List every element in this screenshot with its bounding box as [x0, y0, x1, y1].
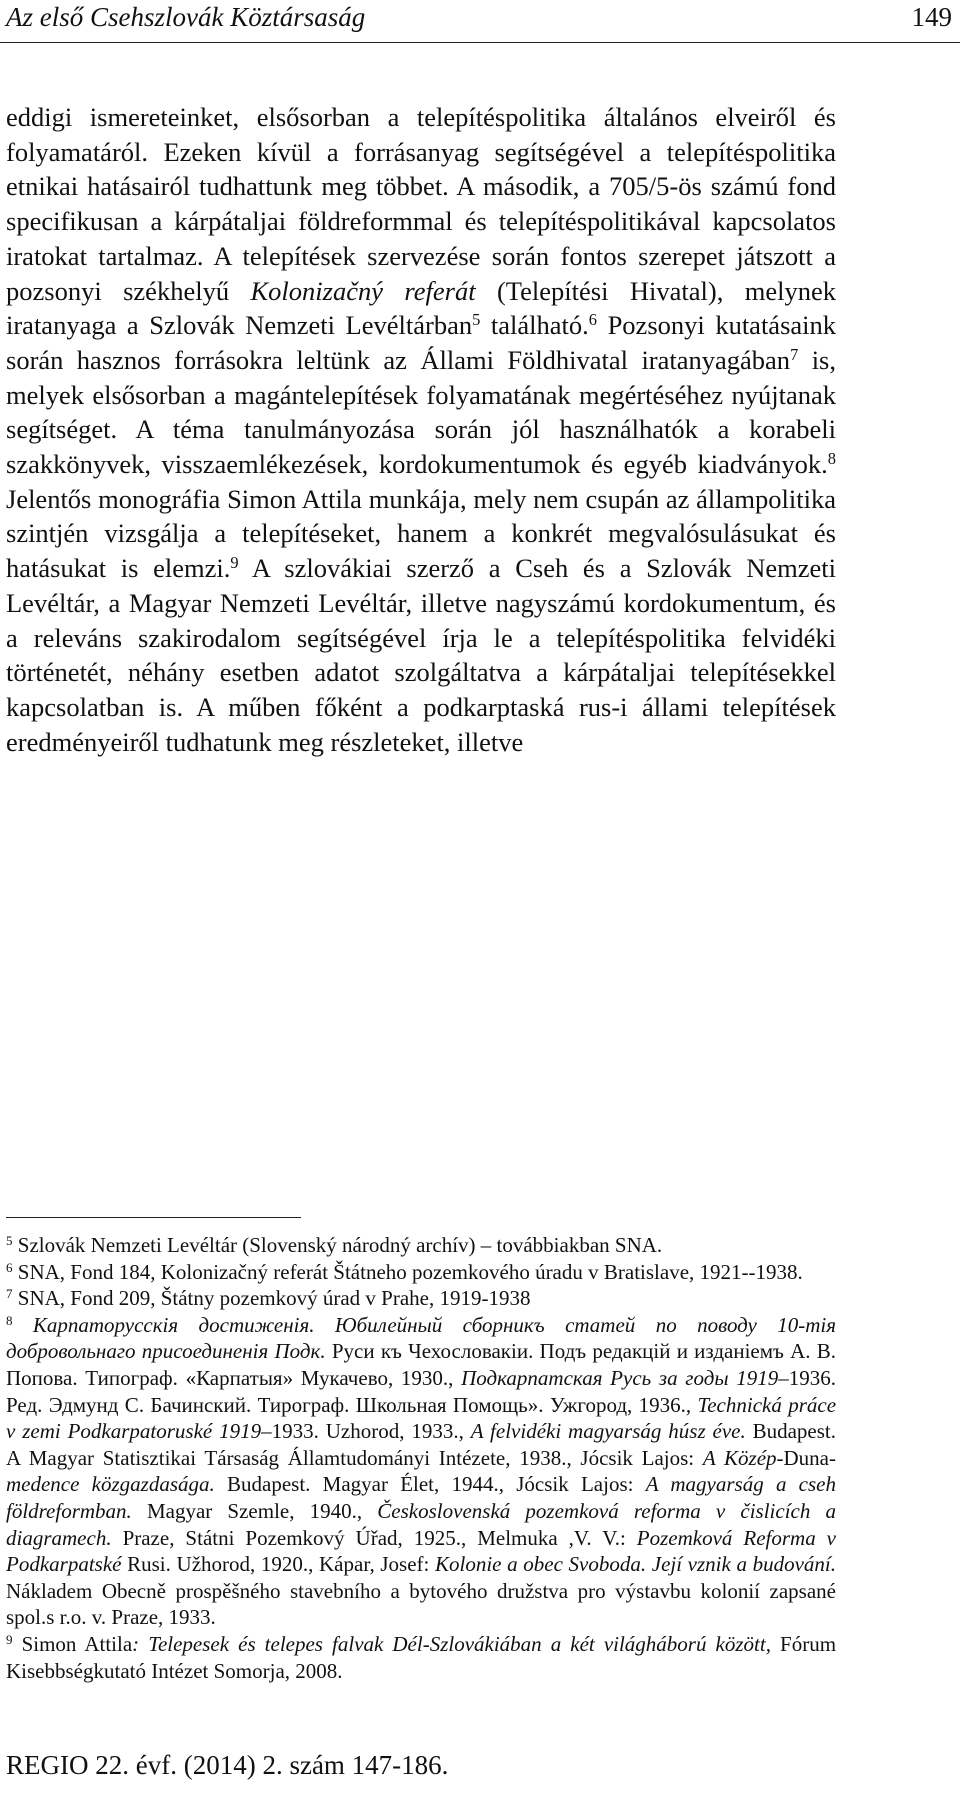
body-paragraph	[6, 100, 836, 759]
footnote-italic-title: medence közgazdasága.	[6, 1472, 215, 1497]
footnotes	[6, 1232, 836, 1684]
footnote-number: 9	[6, 1631, 13, 1647]
body-text-segment: eddigi ismereteinket, elsősorban a telepítéspolitika általános elveiről és folyamatáról. Ezeken kívül a forrásanyag segítségével a telepítéspolitika etnikai hatásairól tudhattunk meg többet. A második, a 705/5-ös számú fond specifikusan a kárpátaljai földreformmal és telepítéspolitikával kapcsolatos iratokat tartalmaz. A telepítések szervezése során fontos szerepet játszott a pozsonyi székhelyű	[6, 102, 836, 306]
footnote-text: Nákladem Obecně prospěšného stavebního a bytového družstva pro výstavbu kolonií zapsané spol.s r.o. v. Praze, 1933.	[6, 1578, 836, 1630]
footnote-italic-title: Карпаторусскія достиженія. Юбилейный сборникъ статей по поводу 10-тія добровольнаго присоединенія Подк.	[6, 1312, 836, 1364]
footnote-9	[6, 1631, 836, 1684]
body-italic-term: Kolonizačný referát	[250, 275, 476, 306]
running-title: Az első Csehszlovák Köztársaság	[6, 2, 366, 32]
footnote-number: 5	[6, 1232, 13, 1248]
footnote-separator	[6, 1217, 301, 1218]
footnote-text: Simon Attila	[21, 1631, 133, 1656]
footnote-text: Praze, Státni Pozemkový Úřad, 1925., Melmuka ,V. V.:	[122, 1525, 626, 1550]
footnote-text: Budapest. A Magyar Statisztikai Társaság Államtudományi Intézete, 1938., Jócsik Lajos:	[6, 1419, 837, 1470]
footnote-text: SNA, Fond 184, Kolonizačný referát Štátneho pozemkového úradu v Bratislave, 1921--1938.	[17, 1259, 803, 1284]
footnote-number: 7	[6, 1286, 13, 1302]
footnote-ref-5[interactable]: 5	[472, 310, 481, 330]
footnote-number: 8	[6, 1312, 13, 1328]
footnote-italic-title: Kolonie a obec Svoboda. Její vznik a budování.	[435, 1552, 837, 1577]
footnote-ref-7[interactable]: 7	[790, 344, 799, 364]
footnote-italic-title: Подкарпатская Русь за годы 1919–	[461, 1365, 789, 1390]
footnote-text: Fórum Kisebbségkutató Intézet Somorja, 2008.	[6, 1631, 837, 1683]
footnote-7	[6, 1285, 836, 1312]
footnote-italic-title: : Telepesek és telepes falvak Dél-Szlovákiában a két világháború között,	[132, 1631, 771, 1656]
footnote-text: Magyar Szemle, 1940.,	[146, 1498, 363, 1523]
footnote-text: SNA, Fond 209, Štátny pozemkový úrad v Prahe, 1919-1938	[17, 1286, 531, 1311]
footnote-italic-title: A felvidéki magyarság húsz éve.	[470, 1419, 746, 1444]
footnote-8	[6, 1312, 836, 1631]
footnote-text: Руси къ Чехословакіи. Подъ редакцій и изданіемъ А. В. Попова. Типограф. «Карпатыя» Мукачево, 1930.,	[6, 1339, 837, 1390]
page-number: 149	[911, 2, 952, 32]
footnote-italic-title: Československá pozemková reforma v čislicích a diagramech.	[6, 1498, 836, 1550]
body-text-segment: A szlovákiai szerző a Cseh és a Szlovák Nemzeti Levéltár, a Magyar Nemzeti Levéltár, illetve nagyszámú kordokumentum, és a releváns szakirodalom segítségével írja le a telepítéspolitika felvidéki történetét, néhány esetben adatot szolgáltatva a kárpátaljai telepítésekkel kapcsolatban is. A műben főként a podkarptaská rus-i állami telepítések eredményeiről tudhatunk meg részleteket, illetve	[6, 553, 836, 757]
page-footer: REGIO 22. évf. (2014) 2. szám 147-186.	[6, 1750, 449, 1780]
footnote-text: Szlovák Nemzeti Levéltár (Slovenský národný archív) – továbbiakban SNA.	[17, 1233, 663, 1257]
footnote-text: 1936. Ред. Эдмунд С. Бачинский. Тирограф. Школьная Помощь». Ужгород, 1936.,	[6, 1365, 837, 1417]
footnote-ref-6[interactable]: 6	[588, 310, 597, 330]
body-text-segment: Pozsonyi kutatásaink során hasznos forrásokra leltünk az Állami Földhivatal iratanyagában	[6, 310, 837, 375]
body-text-segment: is, melyek elsősorban a magántelepítések folyamatának megértéséhez nyújtanak segítséget. A téma tanulmányozása során jól használhatók a korabeli szakkönyvek, visszaemlékezések, kordokumentumok és egyéb kiadványok.	[6, 344, 836, 480]
footnote-text: Rusi. Užhorod, 1920., Kápar, Josef:	[127, 1552, 430, 1577]
footnote-italic-title: A Közép-	[702, 1445, 784, 1470]
body-text-segment: Jelentős monográfia Simon Attila munkája, mely nem csupán az állampolitika szintjén vizsgálja a telepítéseket, hanem a konkrét megvalósulásukat és hatásukat is elemzi.	[6, 483, 836, 584]
footnote-italic-title: A magyarság a cseh földreformban.	[6, 1472, 836, 1523]
footnote-italic-title: Technická práce v zemi Podkarpatoruské 1919–	[6, 1392, 837, 1444]
footnote-5	[6, 1232, 836, 1259]
footnote-text: Budapest. Magyar Élet, 1944., Jócsik Lajos:	[227, 1472, 634, 1497]
footnote-italic-title: Pozemková Reforma v Podkarpatské	[6, 1525, 837, 1577]
page-header	[0, 2, 960, 43]
footnote-text: 1933. Uzhorod, 1933.,	[271, 1419, 464, 1444]
footnote-text: Duna-	[783, 1445, 836, 1470]
body-text-segment: (Telepítési Hivatal), melynek iratanyaga a Szlovák Nemzeti Levéltárban	[6, 275, 836, 341]
footnote-ref-9[interactable]: 9	[230, 553, 239, 573]
body-text-segment: található.	[490, 310, 589, 341]
footnote-6	[6, 1259, 836, 1286]
footnote-number: 6	[6, 1259, 13, 1275]
footnote-ref-8[interactable]: 8	[827, 449, 836, 468]
